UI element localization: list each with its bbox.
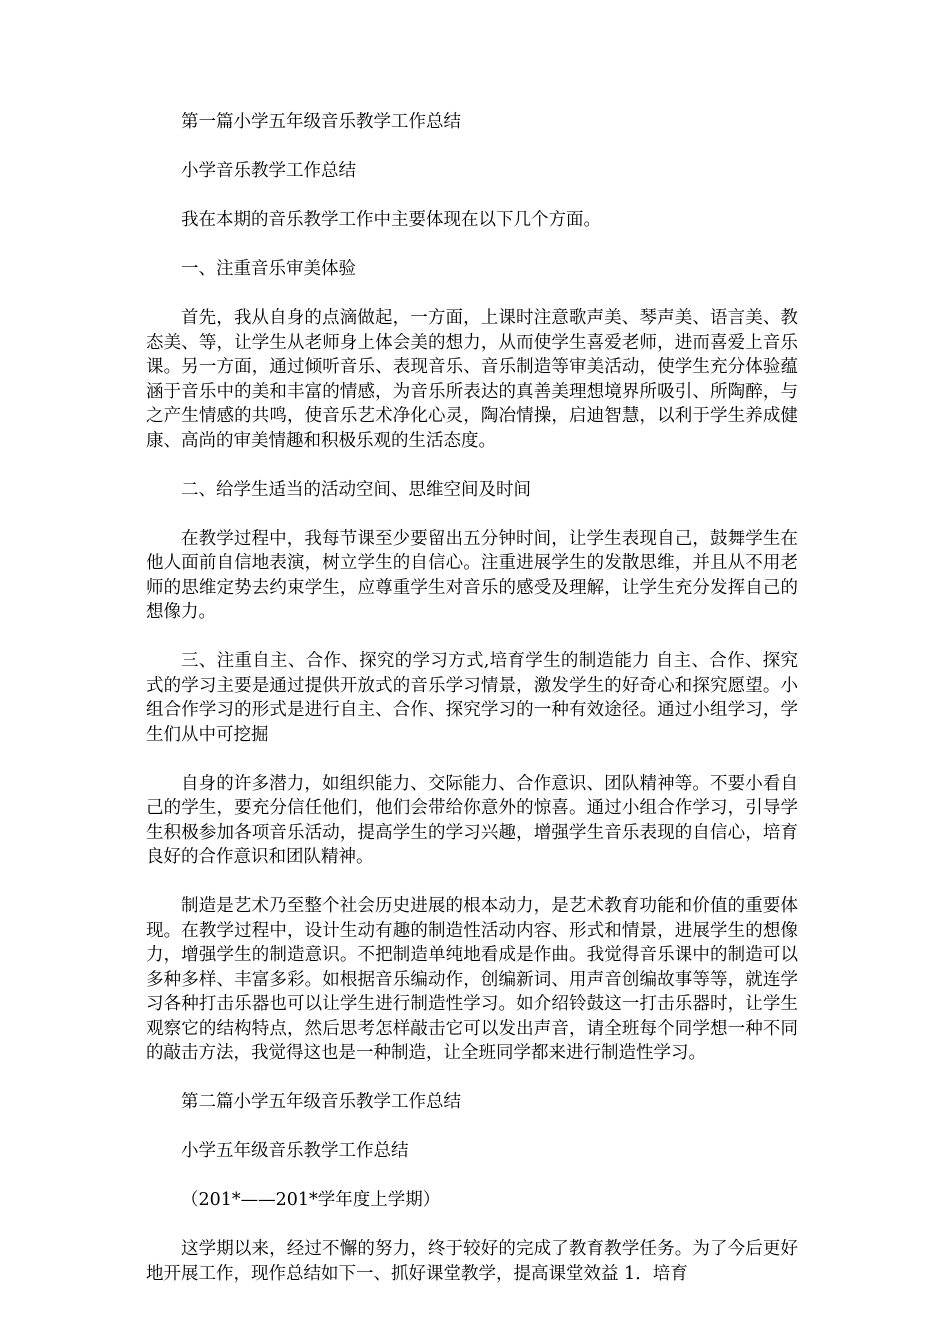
- document-page: [146, 110, 798, 1311]
- school-term: （201*——201*学年度上学期）: [181, 1190, 441, 1210]
- doc-subtitle-2: 小学五年级音乐教学工作总结: [181, 1141, 409, 1161]
- section-heading-1: 一、注重音乐审美体验: [181, 259, 356, 279]
- body-paragraph: 制造是艺术乃至整个社会历史进展的根本动力，是艺术教育功能和价值的重要体现。在教学过程中，设计生动有趣的制造性活动内容、形式和情景，进展学生的想像力，增强学生的制造意识。不把制造单纯地看成是作曲。我觉得音乐课中的制造可以多种多样、丰富多彩。如根据音乐编动作，创编新词、用声音创编故事等等，就连学习各种打击乐器也可以让学生进行制造性学习。如介绍铃鼓这一打击乐器时，让学生观察它的结构特点，然后思考怎样敲击它可以发出声音，请全班每个同学想一种不同的敲击方法，我觉得这也是一种制造，让全班同学都来进行制造性学习。: [146, 896, 798, 1063]
- body-paragraph: 自身的许多潜力，如组织能力、交际能力、合作意识、团队精神等。不要小看自己的学生，要充分信任他们，他们会带给你意外的惊喜。通过小组合作学习，引导学生积极参加各项音乐活动，提高学生的学习兴趣，增强学生音乐表现的自信心，培育良好的合作意识和团队精神。: [146, 773, 798, 867]
- doc-title-1: 第一篇小学五年级音乐教学工作总结: [181, 112, 461, 132]
- body-paragraph: 在教学过程中，我每节课至少要留出五分钟时间，让学生表现自己，鼓舞学生在他人面前自信地表演，树立学生的自信心。注重进展学生的发散思维，并且从不用老师的思维定势去约束学生，应尊重学生对音乐的感受及理解，让学生充分发挥自己的想像力。: [146, 528, 798, 622]
- body-paragraph: 这学期以来，经过不懈的努力，终于较好的完成了教育教学任务。为了今后更好地开展工作，现作总结如下一、抓好课堂教学，提高课堂效益 1．培育: [146, 1239, 798, 1284]
- doc-title-2: 第二篇小学五年级音乐教学工作总结: [181, 1092, 461, 1112]
- doc-subtitle-1: 小学音乐教学工作总结: [181, 161, 356, 181]
- intro-paragraph: 我在本期的音乐教学工作中主要体现在以下几个方面。: [181, 210, 601, 230]
- body-paragraph: 首先，我从自身的点滴做起，一方面，上课时注意歌声美、琴声美、语言美、教态美、等，让学生从老师身上体会美的想力，从而使学生喜爱老师，进而喜爱上音乐课。另一方面，通过倾听音乐、表现音乐、音乐制造等审美活动，使学生充分体验蕴涵于音乐中的美和丰富的情感，为音乐所表达的真善美理想境界所吸引、所陶醉，与之产生情感的共鸣，使音乐艺术净化心灵，陶冶情操，启迪智慧，以利于学生养成健康、高尚的审美情趣和积极乐观的生活态度。: [146, 308, 798, 451]
- section-heading-3-paragraph: 三、注重自主、合作、探究的学习方式,培育学生的制造能力 自主、合作、探究式的学习主要是通过提供开放式的音乐学习情景，激发学生的好奇心和探究愿望。小组合作学习的形式是进行自主、合作、探究学习的一种有效途径。通过小组学习，学生们从中可挖掘: [146, 651, 798, 745]
- section-heading-2: 二、给学生适当的活动空间、思维空间及时间: [181, 479, 531, 500]
